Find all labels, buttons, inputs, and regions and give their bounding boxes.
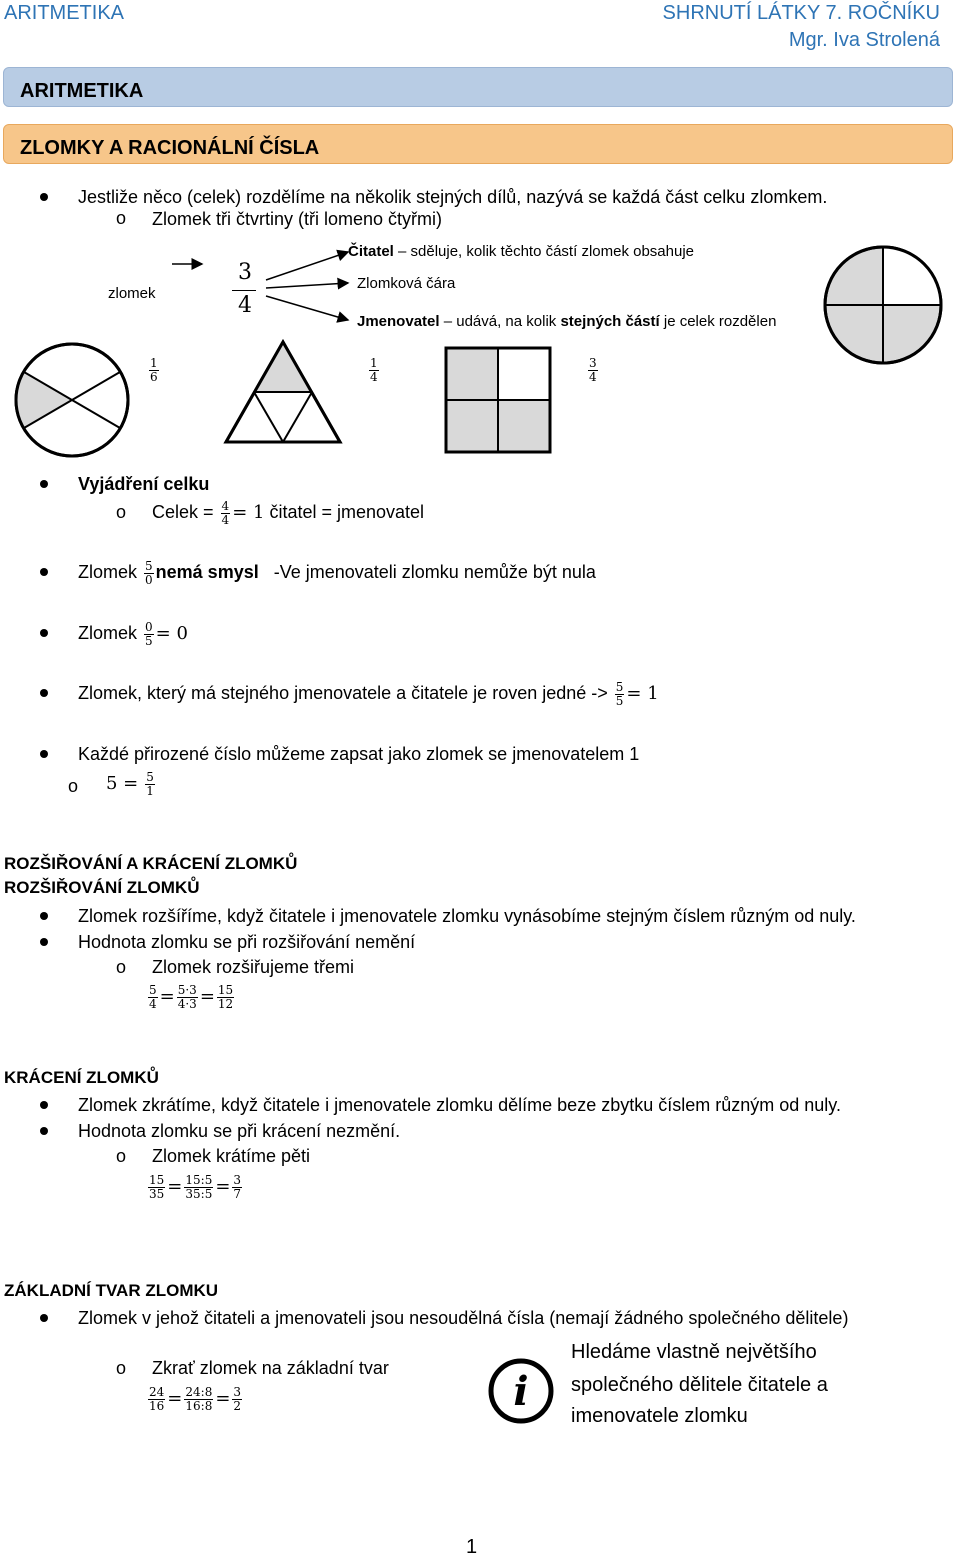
nula-line: Zlomek $\frac{0}{5}$ = 0 bbox=[78, 619, 188, 648]
bullet bbox=[40, 912, 48, 920]
sub-bullet: o bbox=[116, 1358, 127, 1378]
citatel-text: Čitatel – sděluje, kolik těchto částí zlomek obsahuje bbox=[348, 243, 695, 260]
zlomek-label: zlomek bbox=[108, 285, 156, 302]
rozsirovani-b1: Zlomek rozšíříme, když čitatele i jmenovatele zlomku vynásobíme stejným číslem různým od nuly. bbox=[78, 906, 856, 926]
note-line-2: společného dělitele čitatele a bbox=[571, 1374, 828, 1396]
intro-text: Jestliže něco (celek) rozdělíme na několik stejných dílů, nazývá se každá část celku zlomkem. bbox=[78, 187, 828, 207]
bullet bbox=[40, 568, 48, 576]
bullet bbox=[40, 1314, 48, 1322]
kraceni-b1: Zlomek zkrátíme, když čitatele i jmenovatele zlomku dělíme beze zbytku číslem různým od nuly. bbox=[78, 1095, 841, 1115]
celek-line: Celek = $\frac{4}{4}$ = 1 čitatel = jmenovatel bbox=[152, 498, 425, 527]
sub-bullet: o bbox=[116, 208, 127, 228]
page-number: 1 bbox=[466, 1536, 478, 1558]
section-title-rozsirovani: ROZŠIŘOVÁNÍ ZLOMKŮ bbox=[4, 878, 200, 897]
rozsirovani-sub: Zlomek rozšiřujeme třemi bbox=[152, 957, 355, 977]
nemasmysl-line: Zlomek $\frac{5}{0}$ nemá smysl -Ve jmenovateli zlomku nemůže být nula bbox=[78, 558, 596, 587]
circle-quarters-shape bbox=[822, 244, 944, 366]
fraction-arrows bbox=[170, 240, 360, 340]
note-line-3: imenovatele zlomku bbox=[571, 1405, 748, 1427]
diagram-denominator: 4 bbox=[238, 293, 252, 318]
note-line-1: Hledáme vlastně největšího bbox=[571, 1341, 817, 1363]
bullet bbox=[40, 750, 48, 758]
sub-bullet: o bbox=[116, 957, 127, 977]
fraction-1-6: $\frac{1}{6}$ bbox=[150, 356, 158, 384]
prirozene-text: Každé přirozené číslo můžeme zapsat jako zlomek se jmenovatelem 1 bbox=[78, 744, 640, 764]
section-title-kraceni: KRÁCENÍ ZLOMKŮ bbox=[4, 1068, 159, 1087]
prirozene-eq: 5 = $\frac{5}{1}$ bbox=[106, 769, 154, 798]
jedna-line: Zlomek, který má stejného jmenovatele a čitatele je roven jedné -> $\frac{5}{5}$ = 1 bbox=[78, 679, 659, 708]
bullet bbox=[40, 938, 48, 946]
section-band: ARITMETIKA bbox=[3, 67, 953, 107]
header-right-bottom: Mgr. Iva Strolená bbox=[788, 29, 940, 51]
info-icon bbox=[487, 1357, 555, 1425]
bullet bbox=[40, 629, 48, 637]
section-title-rozsirovani-kraceni: ROZŠIŘOVÁNÍ A KRÁCENÍ ZLOMKŮ bbox=[4, 854, 298, 873]
sub-bullet: o bbox=[116, 502, 127, 522]
rozsirovani-b2: Hodnota zlomku se při rozšiřování nemění bbox=[78, 932, 416, 952]
cara-text: Zlomková čára bbox=[357, 275, 456, 292]
kraceni-eq: $\frac{15}{35}$ = $\frac{15:5}{35:5}$ = $\frac{3}{7}$ bbox=[149, 1172, 242, 1201]
bullet bbox=[40, 689, 48, 697]
kraceni-sub: Zlomek krátíme pěti bbox=[152, 1146, 311, 1166]
triangle-quarters-shape bbox=[222, 338, 344, 448]
celek-title: Vyjádření celku bbox=[78, 474, 210, 494]
circle-sixths-shape bbox=[12, 340, 134, 462]
zakladni-sub: Zkrať zlomek na základní tvar bbox=[152, 1358, 389, 1378]
fraction-1-4: $\frac{1}{4}$ bbox=[370, 356, 378, 384]
zakladni-b1: Zlomek v jehož čitateli a jmenovateli jsou nesoudělná čísla (nemají žádného společného dělitele) bbox=[78, 1308, 849, 1328]
fraction-line bbox=[232, 290, 256, 291]
bullet bbox=[40, 1101, 48, 1109]
header-right-top: SHRNUTÍ LÁTKY 7. ROČNÍKU bbox=[662, 2, 940, 24]
svg-text:i: i bbox=[513, 1368, 529, 1415]
fraction-3-4: $\frac{3}{4}$ bbox=[589, 356, 597, 384]
square-quarters-shape bbox=[444, 346, 552, 454]
section-title-zakladni-tvar: ZÁKLADNÍ TVAR ZLOMKU bbox=[4, 1281, 219, 1300]
bullet bbox=[40, 1127, 48, 1135]
jmenovatel-text: Jmenovatel – udává, na kolik stejných částí je celek rozdělen bbox=[357, 313, 777, 330]
diagram-numerator: 3 bbox=[238, 260, 252, 285]
chapter-band: ZLOMKY A RACIONÁLNÍ ČÍSLA bbox=[3, 124, 953, 164]
zakladni-eq: $\frac{24}{16}$ = $\frac{24:8}{16:8}$ = $\frac{3}{2}$ bbox=[149, 1384, 242, 1413]
sub-bullet: o bbox=[116, 1146, 127, 1166]
bullet bbox=[40, 480, 48, 488]
sub-bullet: o bbox=[68, 776, 79, 796]
kraceni-b2: Hodnota zlomku se při krácení nezmění. bbox=[78, 1121, 401, 1141]
bullet bbox=[40, 193, 48, 201]
intro-sub: Zlomek tři čtvrtiny (tři lomeno čtyřmi) bbox=[152, 209, 443, 229]
header-left: ARITMETIKA bbox=[4, 2, 125, 24]
rozsirovani-eq: $\frac{5}{4}$ = $\frac{5\cdot 3}{4\cdot 3}$ = $\frac{15}{12}$ bbox=[149, 982, 234, 1011]
